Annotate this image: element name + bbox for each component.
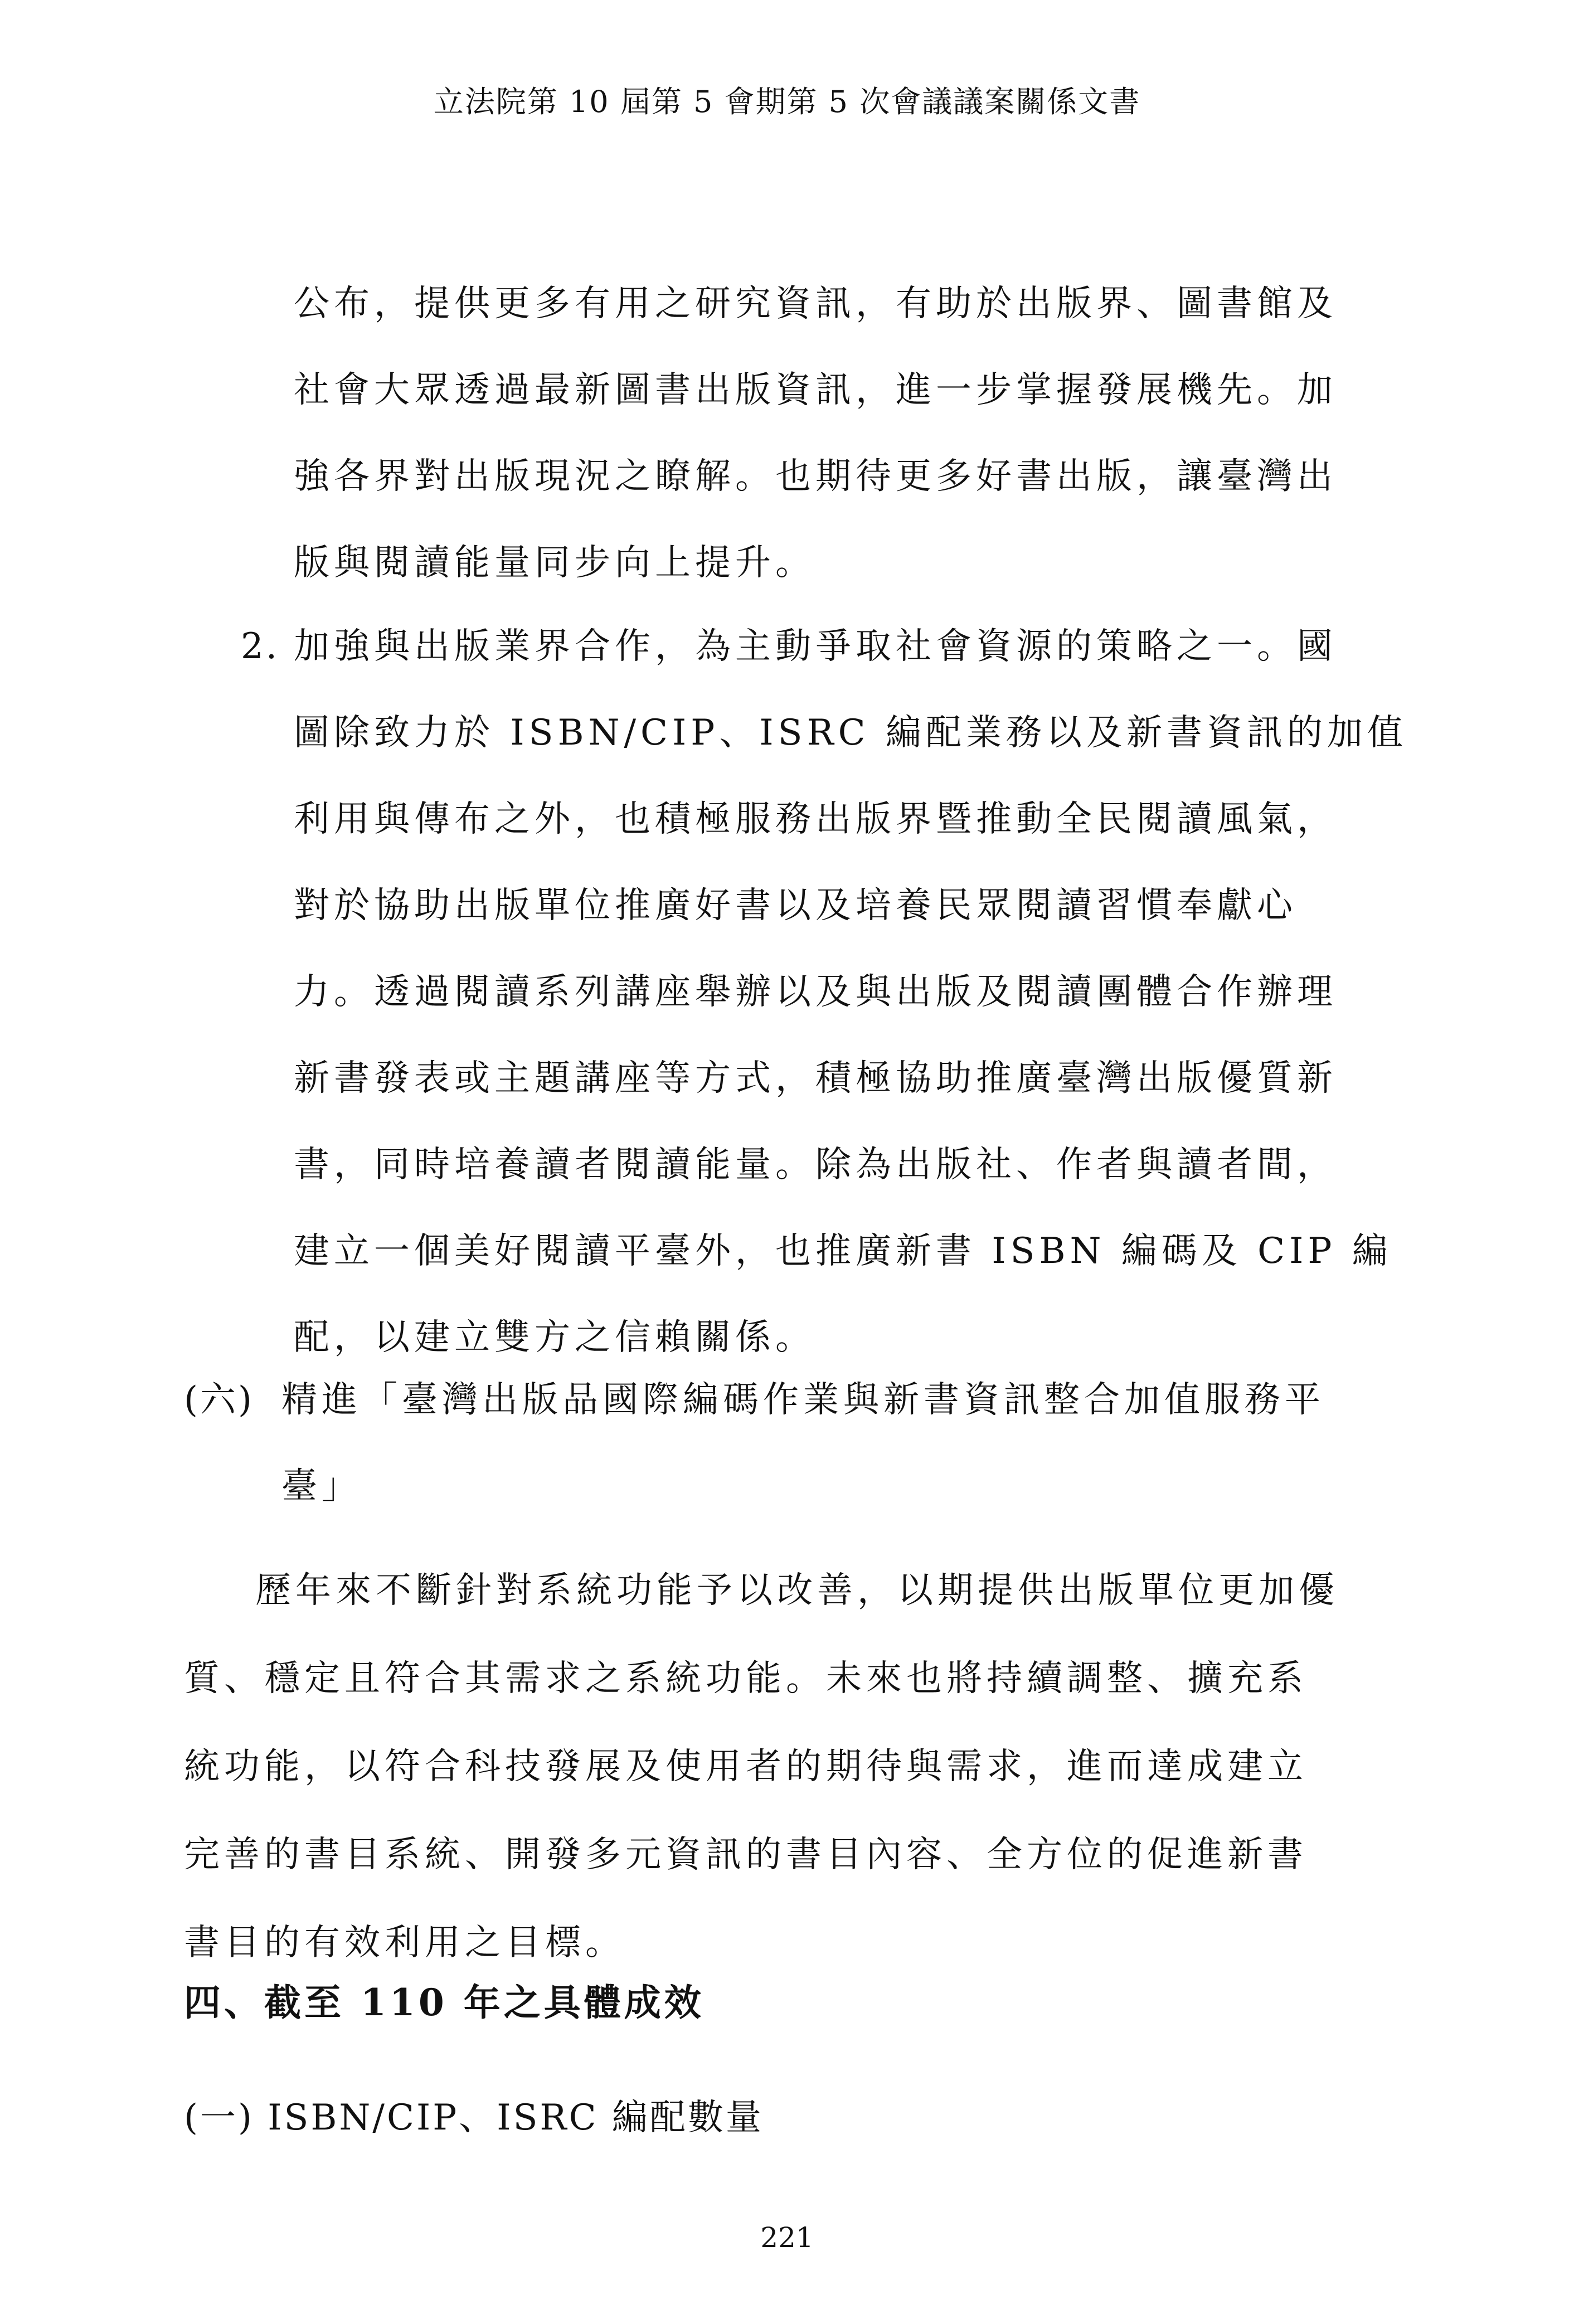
subsection-number: (六)	[184, 1379, 254, 1421]
paragraph-line: 歷年來不斷針對系統功能予以改善，以期提供出版單位更加優	[255, 1570, 1339, 1611]
page-header: 立法院第 10 屆第 5 會期第 5 次會議議案關係文書	[433, 84, 1141, 119]
subsection-heading: (一) ISBN/CIP、ISRC 編配數量	[184, 2097, 764, 2138]
paragraph-line: 統功能，以符合科技發展及使用者的期待與需求，進而達成建立	[184, 1746, 1308, 1787]
paragraph-line: 臺」	[281, 1466, 362, 1507]
paragraph-line: 書，同時培養讀者閱讀能量。除為出版社、作者與讀者間，	[294, 1144, 1337, 1185]
paragraph-line: 版與閱讀能量同步向上提升。	[294, 542, 815, 584]
paragraph-line: 書目的有效利用之目標。	[184, 1922, 625, 1963]
paragraph-line: 建立一個美好閱讀平臺外，也推廣新書 ISBN 編碼及 CIP 編	[294, 1231, 1392, 1272]
paragraph-continuation	[294, 261, 1337, 606]
paragraph-line: 力。透過閱讀系列講座舉辦以及與出版及閱讀團體合作辦理	[294, 971, 1337, 1013]
paragraph-line: 加強與出版業界合作，為主動爭取社會資源的策略之一。國	[294, 626, 1337, 667]
body-paragraph	[184, 1547, 1339, 1987]
section-heading: 四、截至 110 年之具體成效	[184, 1981, 705, 2024]
subsection-6-title	[281, 1357, 1325, 1530]
paragraph-line: 強各界對出版現況之瞭解。也期待更多好書出版，讓臺灣出	[294, 456, 1337, 497]
list-item-2-text	[294, 604, 1407, 1381]
paragraph-line: 社會大眾透過最新圖書出版資訊，進一步掌握發展機先。加	[294, 369, 1337, 411]
paragraph-line: 配，以建立雙方之信賴關係。	[294, 1317, 815, 1358]
paragraph-line: 圖除致力於 ISBN/CIP、ISRC 編配業務以及新書資訊的加值	[294, 712, 1407, 753]
paragraph-line: 完善的書目系統、開發多元資訊的書目內容、全方位的促進新書	[184, 1834, 1308, 1875]
paragraph-line: 新書發表或主題講座等方式，積極協助推廣臺灣出版優質新	[294, 1058, 1337, 1099]
paragraph-line: 對於協助出版單位推廣好書以及培養民眾閱讀習慣奉獻心	[294, 885, 1297, 926]
page-number: 221	[760, 2221, 814, 2254]
paragraph-line: 利用與傳布之外，也積極服務出版界暨推動全民閱讀風氣，	[294, 799, 1337, 840]
paragraph-line: 公布，提供更多有用之研究資訊，有助於出版界、圖書館及	[294, 283, 1337, 324]
paragraph-line: 精進「臺灣出版品國際編碼作業與新書資訊整合加值服務平	[281, 1379, 1325, 1421]
list-item-number: 2.	[241, 626, 280, 667]
paragraph-line: 質、穩定且符合其需求之系統功能。未來也將持續調整、擴充系	[184, 1658, 1308, 1699]
